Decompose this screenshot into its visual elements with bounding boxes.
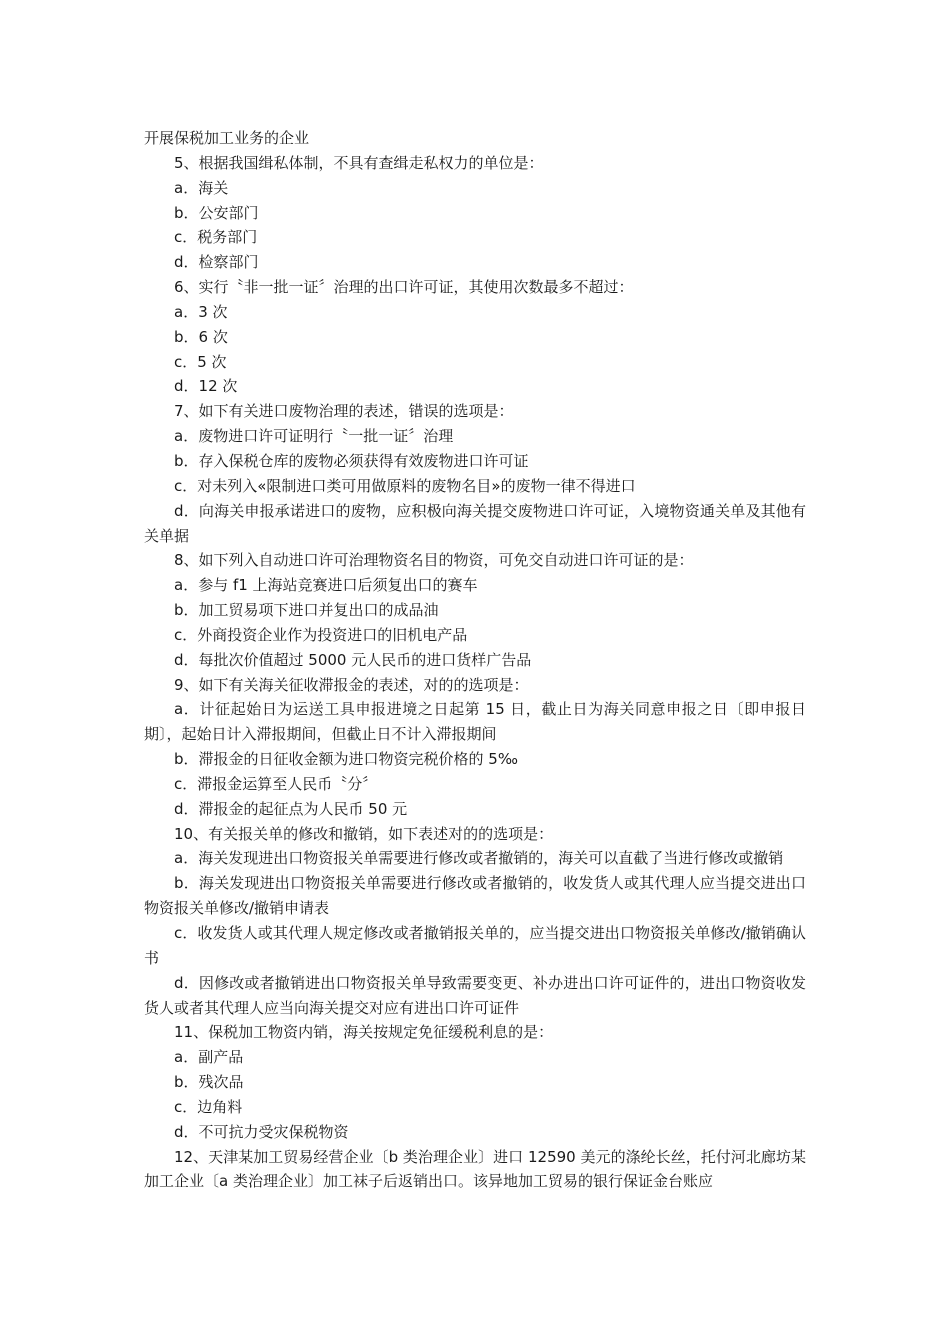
option-line: a．3 次 [174, 302, 228, 321]
option-line: a．副产品 [174, 1048, 244, 1067]
option-line: b．公安部门 [174, 203, 259, 222]
option-line: a．废物进口许可证明行〝一批一证〞治理 [174, 427, 454, 446]
option-line: d．每批次价值超过 5000 元人民币的进口货样广告品 [174, 650, 532, 669]
question-10: 10、有关报关单的修改和撤销，如下表述对的的选项是： [174, 824, 554, 843]
option-line: b．存入保税仓库的废物必须获得有效废物进口许可证 [174, 451, 529, 470]
option-line: d．不可抗力受灾保税物资 [174, 1122, 349, 1141]
option-line: c．税务部门 [174, 228, 258, 247]
option-line: a．计征起始日为运送工具申报进境之日起第 15 日，截止日为海关同意申报之日〔即申报日期〕，起始日计入滞报期间，但截止日不计入滞报期间 [144, 700, 806, 744]
option-line: d．因修改或者撤销进出口物资报关单导致需要变更、补办进出口许可证件的，进出口物资收发货人或者其代理人应当向海关提交对应有进出口许可证件 [144, 973, 806, 1017]
option-line: c．边角料 [174, 1097, 243, 1116]
option-line: b．滞报金的日征收金额为进口物资完税价格的 5‰ [174, 750, 518, 769]
question-11: 11、保税加工物资内销，海关按规定免征缓税利息的是： [174, 1023, 554, 1042]
question-9: 9、如下有关海关征收滞报金的表述，对的的选项是： [174, 675, 529, 694]
option-line: a．海关发现进出口物资报关单需要进行修改或者撤销的，海关可以直截了当进行修改或撤销 [174, 849, 784, 868]
option-line: a．参与 f1 上海站竞赛进口后须复出口的赛车 [174, 576, 478, 595]
question-12: 12、天津某加工贸易经营企业〔b 类治理企业〕进口 12590 美元的涤纶长丝，托付河北廊坊某加工企业〔a 类治理企业〕加工袜子后返销出口。该异地加工贸易的银行保证金台账应 [144, 1147, 806, 1191]
option-line: d．检察部门 [174, 253, 259, 272]
question-7: 7、如下有关进口废物治理的表述，错误的选项是： [174, 402, 514, 421]
document-page [144, 126, 806, 1194]
option-line: a．海关 [174, 178, 229, 197]
option-line: c．5 次 [174, 352, 227, 371]
option-line: b．残次品 [174, 1073, 244, 1092]
option-line: c．外商投资企业作为投资进口的旧机电产品 [174, 625, 468, 644]
text-line: 开展保税加工业务的企业 [144, 129, 310, 147]
question-6: 6、实行〝非一批一证〞治理的出口许可证，其使用次数最多不超过： [174, 278, 634, 297]
option-line: d．向海关申报承诺进口的废物，应积极向海关提交废物进口许可证，入境物资通关单及其他有关单据 [144, 501, 806, 545]
option-line: b．6 次 [174, 327, 228, 346]
option-line: d．12 次 [174, 377, 238, 396]
option-line: b．加工贸易项下进口并复出口的成品油 [174, 601, 439, 620]
question-8: 8、如下列入自动进口许可治理物资名目的物资，可免交自动进口许可证的是： [174, 551, 694, 570]
option-line: d．滞报金的起征点为人民币 50 元 [174, 799, 408, 818]
option-line: b．海关发现进出口物资报关单需要进行修改或者撤销的，收发货人或其代理人应当提交进出口物资报关单修改/撤销申请表 [144, 874, 806, 918]
option-line: c．滞报金运算至人民币〝分〞 [174, 774, 378, 793]
option-line: c．对未列入«限制进口类可用做原料的废物名目»的废物一律不得进口 [174, 476, 636, 495]
question-5: 5、根据我国缉私体制，不具有查缉走私权力的单位是： [174, 153, 544, 172]
option-line: c．收发货人或其代理人规定修改或者撤销报关单的，应当提交进出口物资报关单修改/撤销确认书 [144, 924, 806, 967]
